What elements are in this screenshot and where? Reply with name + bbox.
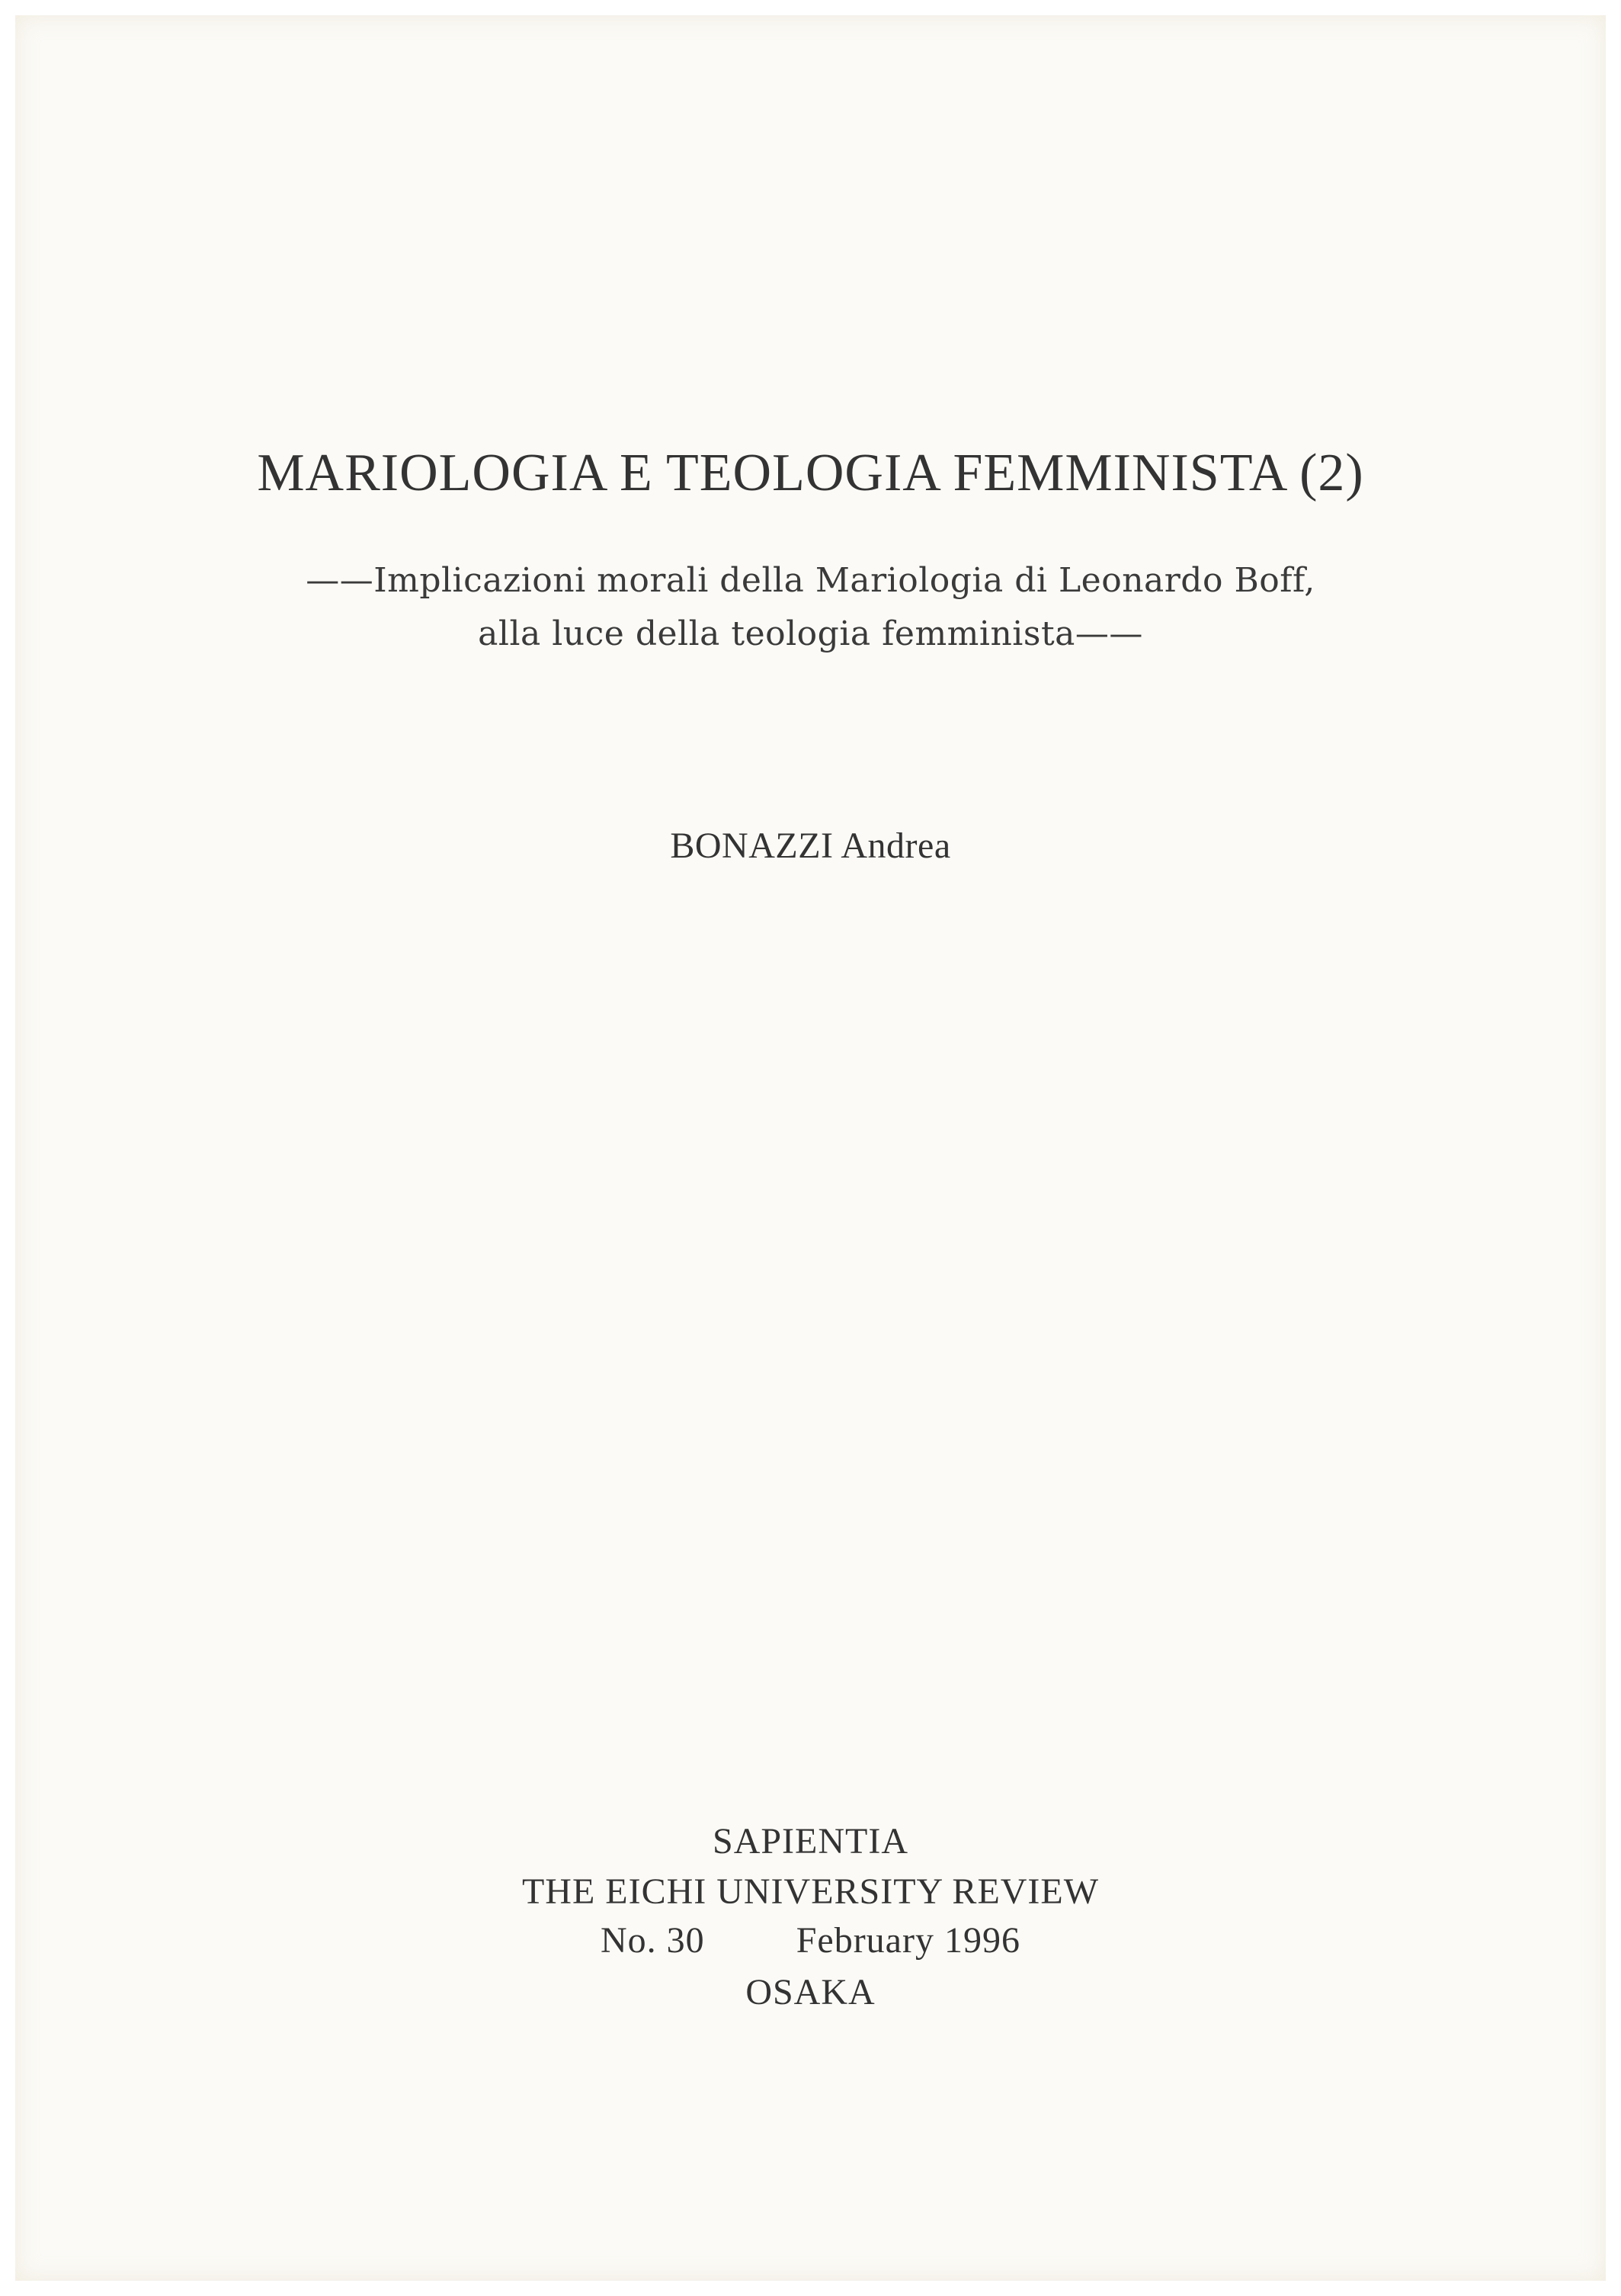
author-name: BONAZZI Andrea [670,826,951,866]
journal-name: SAPIENTIA [713,1821,908,1861]
journal-review-name: THE EICHI UNIVERSITY REVIEW [521,1871,1100,1912]
publication-city: OSAKA [745,1972,876,2012]
document-title: MARIOLOGIA E TEOLOGIA FEMMINISTA (2) [257,444,1364,502]
subtitle-line-2: alla luce della teologia femminista—— [478,614,1143,653]
issue-date: February 1996 [796,1920,1020,1961]
issue-number: No. 30 [601,1920,705,1961]
journal-issue-line [0,1922,1621,1959]
subtitle-line-1: ——Implicazioni morali della Mariologia di Leonardo Boff, [306,561,1315,600]
